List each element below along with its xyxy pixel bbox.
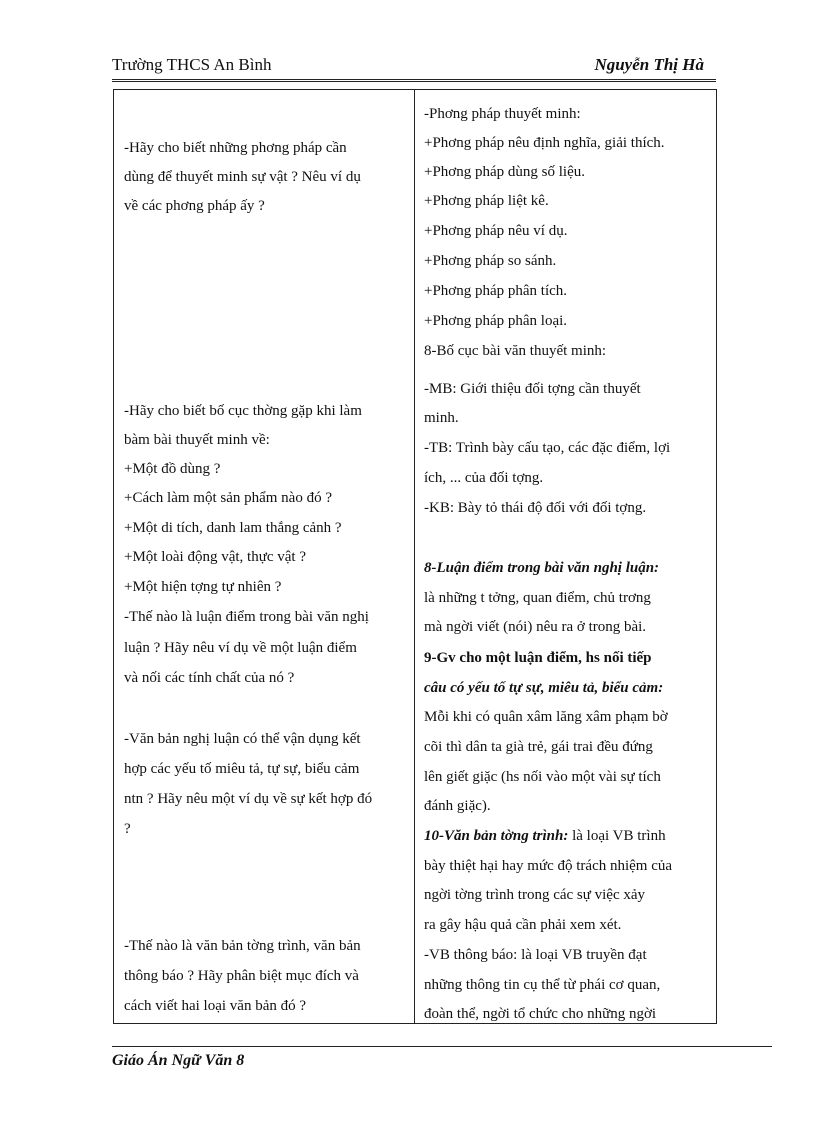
answer-line: +Phơng pháp phân tích.	[424, 283, 568, 299]
question-line: +Một loài động vật, thực vật ?	[124, 549, 306, 565]
answer-line: đoàn thể, ngời tổ chức cho những ngời	[424, 1006, 657, 1022]
answer-line: mà ngời viết (nói) nêu ra ở trong bài.	[424, 619, 647, 635]
question-line: cách viết hai loại văn bản đó ?	[124, 998, 307, 1014]
section-9-title: 9-Gv cho một luận điểm, hs nối tiếp	[424, 650, 652, 666]
lesson-table	[113, 89, 717, 1024]
footer-title: Giáo Án Ngữ Văn 8	[112, 1052, 245, 1069]
question-line: -Thế nào là văn bản tờng trình, văn bản	[124, 938, 361, 954]
header-rule	[112, 79, 716, 80]
answer-line: ích, ... của đối tợng.	[424, 470, 544, 486]
question-line: bàm bài thuyết minh về:	[124, 432, 270, 448]
answer-line: -KB: Bày tỏ thái độ đối với đối tợng.	[424, 500, 647, 516]
section-10-title: 10-Văn bản tờng trình:	[424, 828, 569, 844]
question-line: dùng để thuyết minh sự vật ? Nêu ví dụ	[124, 169, 361, 185]
school-name: Trường THCS An Bình	[112, 55, 272, 74]
author-name: Nguyễn Thị Hà	[594, 55, 704, 74]
answer-line: +Phơng pháp phân loại.	[424, 313, 568, 329]
answer-line: +Phơng pháp liệt kê.	[424, 193, 549, 209]
answer-line: 8-Bố cục bài văn thuyết minh:	[424, 343, 607, 359]
answer-line: +Phơng pháp dùng số liệu.	[424, 164, 585, 180]
answer-line: -MB: Giới thiệu đối tợng cần thuyết	[424, 381, 641, 397]
answer-line: +Phơng pháp nêu ví dụ.	[424, 223, 568, 239]
question-line: +Một di tích, danh lam thắng cảnh ?	[124, 520, 342, 536]
question-line: ntn ? Hãy nêu một ví dụ về sự kết hợp đó	[124, 791, 373, 807]
question-line: hợp các yếu tố miêu tả, tự sự, biểu cảm	[124, 761, 360, 777]
question-line: +Cách làm một sản phẩm nào đó ?	[124, 490, 332, 506]
answer-line: Mỗi khi có quân xâm lăng xâm phạm bờ	[424, 709, 668, 725]
section-10-line	[424, 821, 710, 851]
question-line: +Một hiện tợng tự nhiên ?	[124, 579, 282, 595]
question-line: -Hãy cho biết những phơng pháp cần	[124, 140, 347, 156]
question-line: +Một đồ dùng ?	[124, 461, 221, 477]
footer-rule	[112, 1046, 772, 1047]
answer-line: lên giết giặc (hs nối vào một vài sự tích	[424, 769, 661, 785]
answer-line: +Phơng pháp so sánh.	[424, 253, 557, 269]
answer-line: -VB thông báo: là loại VB truyền đạt	[424, 947, 647, 963]
section-8-title: 8-Luận điểm trong bài văn nghị luận:	[424, 560, 660, 576]
question-line: thông báo ? Hãy phân biệt mục đích và	[124, 968, 359, 984]
answer-line: đánh giặc).	[424, 798, 491, 814]
answer-line: bày thiệt hại hay mức độ trách nhiệm của	[424, 858, 673, 874]
question-line: ?	[124, 821, 131, 837]
question-line: về các phơng pháp ấy ?	[124, 198, 265, 214]
question-line: luận ? Hãy nêu ví dụ về một luận điểm	[124, 640, 357, 656]
question-line: -Văn bản nghị luận có thể vận dụng kết	[124, 731, 361, 747]
section-9-title: câu có yếu tố tự sự, miêu tả, biểu cảm:	[424, 680, 664, 696]
answer-line: -TB: Trình bày cấu tạo, các đặc điểm, lợi	[424, 440, 671, 456]
column-divider	[414, 90, 415, 1023]
answer-line: những thông tin cụ thể từ phái cơ quan,	[424, 977, 661, 993]
answer-line: cõi thì dân ta già trẻ, gái trai đều đứng	[424, 739, 653, 755]
question-line: -Hãy cho biết bố cục thờng gặp khi làm	[124, 403, 362, 419]
answer-line: minh.	[424, 410, 459, 426]
answer-line: ngời tờng trình trong các sự việc xảy	[424, 887, 646, 903]
answer-line: +Phơng pháp nêu định nghĩa, giải thích.	[424, 135, 665, 151]
question-line: -Thế nào là luận điểm trong bài văn nghị	[124, 609, 369, 625]
answer-line: -Phơng pháp thuyết minh:	[424, 106, 581, 122]
question-line: và nối các tính chất của nó ?	[124, 670, 295, 686]
header-rule-2	[112, 81, 716, 82]
answer-line: là những t tởng, quan điểm, chủ trơng	[424, 590, 651, 606]
answer-line: ra gây hậu quả cần phải xem xét.	[424, 917, 622, 933]
section-10-text: là loại VB trình	[568, 828, 666, 844]
